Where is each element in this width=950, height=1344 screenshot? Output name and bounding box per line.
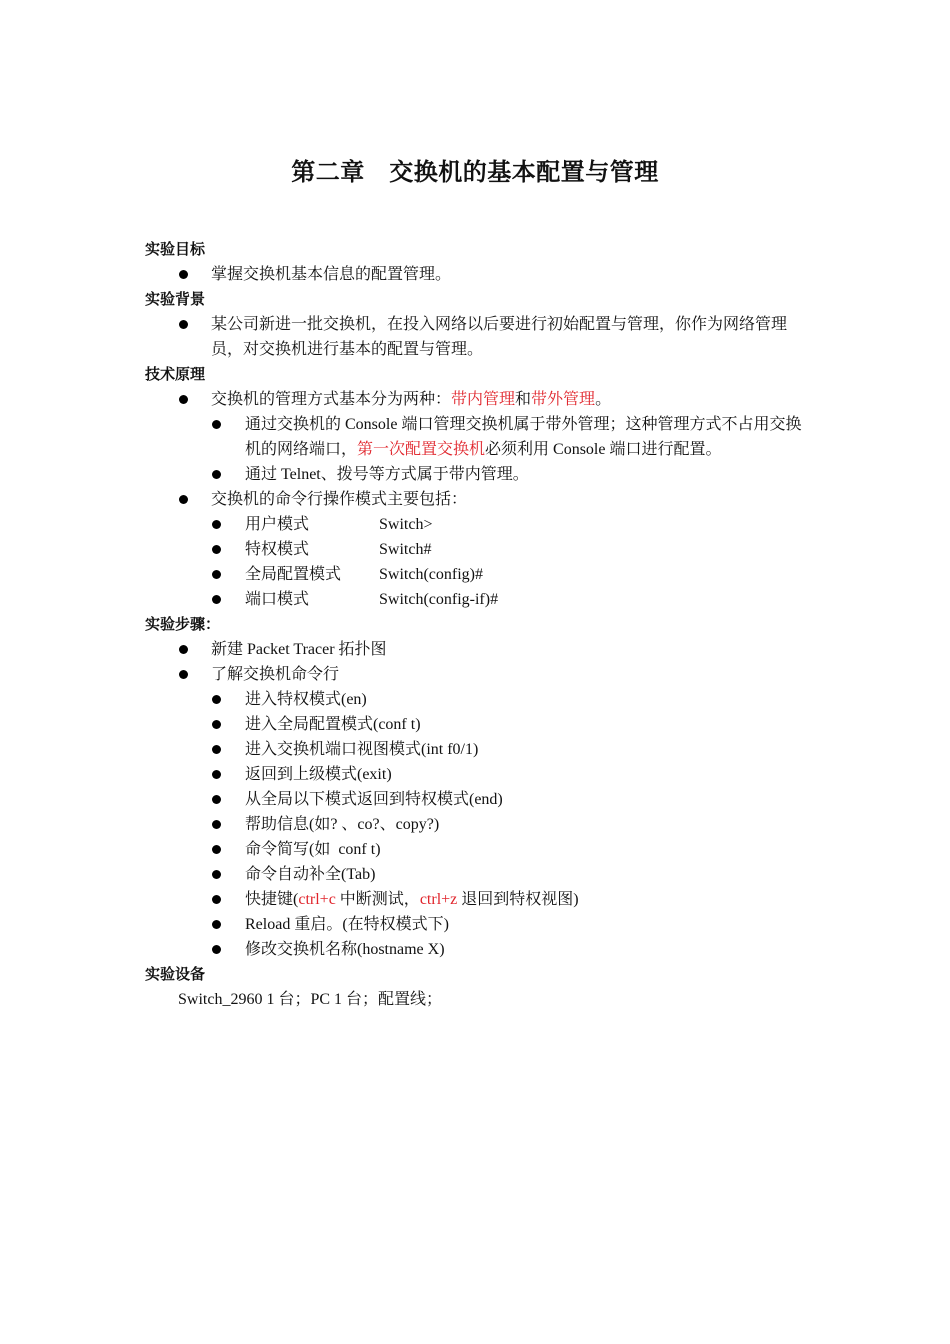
- list-item: 掌握交换机基本信息的配置管理。: [145, 262, 810, 287]
- bullet-icon: [212, 895, 221, 904]
- highlight-outband: 带外管理: [531, 391, 596, 408]
- bullet-icon: [212, 920, 221, 929]
- bullet-icon: [212, 545, 221, 554]
- bullet-icon: [179, 395, 188, 404]
- list-item: 某公司新进一批交换机，在投入网络以后要进行初始配置与管理，你作为网络管理员，对交换机进行基本的配置与管理。: [145, 312, 810, 362]
- bullet-icon: [212, 720, 221, 729]
- mode-row: [145, 512, 810, 537]
- bullet-icon: [179, 645, 188, 654]
- mode-prompt: Switch(config-if)#: [379, 591, 499, 608]
- section-heading-background: 实验背景: [145, 290, 206, 308]
- list-item: 命令简写(如 conf t): [145, 837, 810, 862]
- mode-prompt: Switch>: [379, 516, 433, 533]
- list-item: 进入全局配置模式(conf t): [145, 712, 810, 737]
- section-heading-goal: 实验目标: [145, 240, 206, 258]
- list-item: 进入交换机端口视图模式(int f0/1): [145, 737, 810, 762]
- bullet-icon: [179, 495, 188, 504]
- bullet-icon: [212, 795, 221, 804]
- mode-name: 端口模式: [245, 591, 310, 608]
- mode-name: 全局配置模式: [245, 566, 342, 583]
- list-item: 修改交换机名称(hostname X): [145, 937, 810, 962]
- bullet-icon: [179, 320, 188, 329]
- bullet-icon: [212, 520, 221, 529]
- list-item: 交换机的管理方式基本分为两种：带内管理和带外管理。: [145, 387, 810, 412]
- list-item: 快捷键(ctrl+c 中断测试，ctrl+z 退回到特权视图): [145, 887, 810, 912]
- highlight-inband: 带内管理: [451, 391, 516, 408]
- list-item: 交换机的命令行操作模式主要包括：: [145, 487, 810, 512]
- section-heading-equipment: 实验设备: [145, 965, 206, 983]
- highlight-ctrl-c: ctrl+c: [298, 891, 336, 908]
- list-item: 从全局以下模式返回到特权模式(end): [145, 787, 810, 812]
- bullet-icon: [212, 870, 221, 879]
- section-heading-steps: 实验步骤：: [145, 615, 221, 633]
- highlight-ctrl-z: ctrl+z: [419, 891, 458, 908]
- list-item: 进入特权模式(en): [145, 687, 810, 712]
- mode-prompt: Switch(config)#: [379, 566, 483, 583]
- list-item: 返回到上级模式(exit): [145, 762, 810, 787]
- mode-row: [145, 562, 810, 587]
- list-item: 了解交换机命令行: [145, 662, 810, 687]
- list-item: Reload 重启。(在特权模式下): [145, 912, 810, 937]
- bullet-icon: [212, 595, 221, 604]
- section-heading-principle: 技术原理: [145, 365, 206, 383]
- highlight-first-config: 第一次配置交换机: [357, 441, 486, 458]
- mode-name: 特权模式: [245, 541, 310, 558]
- bullet-icon: [212, 770, 221, 779]
- bullet-icon: [212, 820, 221, 829]
- bullet-icon: [179, 270, 188, 279]
- bullet-icon: [212, 420, 221, 429]
- mode-row: [145, 537, 810, 562]
- bullet-icon: [212, 695, 221, 704]
- bullet-icon: [179, 670, 188, 679]
- mode-prompt: Switch#: [379, 541, 432, 558]
- list-item: 通过交换机的 Console 端口管理交换机属于带外管理；这种管理方式不占用交换机的网络端口，第一次配置交换机必须利用 Console 端口进行配置。: [145, 412, 810, 462]
- bullet-icon: [212, 470, 221, 479]
- equipment-text: Switch_2960 1 台；PC 1 台；配置线；: [178, 991, 443, 1008]
- bullet-icon: [212, 945, 221, 954]
- bullet-icon: [212, 745, 221, 754]
- chapter-title: 第二章 交换机的基本配置与管理: [291, 158, 659, 186]
- mode-row: [145, 587, 810, 612]
- list-item: 新建 Packet Tracer 拓扑图: [145, 637, 810, 662]
- list-item: 帮助信息(如? 、co?、copy?): [145, 812, 810, 837]
- bullet-icon: [212, 570, 221, 579]
- list-item: 命令自动补全(Tab): [145, 862, 810, 887]
- list-item: 通过 Telnet、拨号等方式属于带内管理。: [145, 462, 810, 487]
- document-body: [145, 237, 810, 1012]
- mode-name: 用户模式: [245, 516, 310, 533]
- bullet-icon: [212, 845, 221, 854]
